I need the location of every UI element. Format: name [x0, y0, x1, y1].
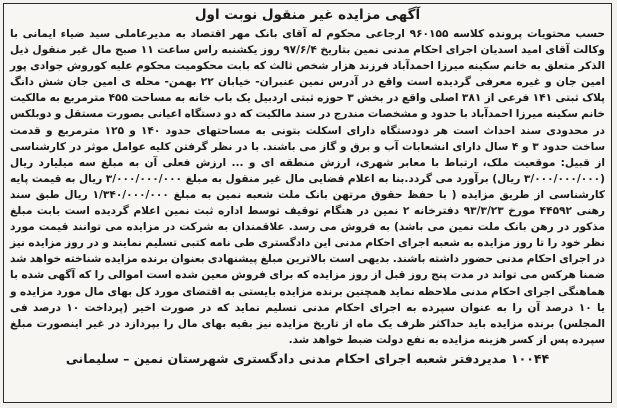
notice-title: آگهی مزایده غیر منقول نوبت اول: [194, 7, 421, 23]
notice-signature: ۱۰۰۴۴ مدیردفتر شعبه اجرای احکام مدنی دادگستری شهرستان نمین – سلیمانی: [65, 350, 550, 366]
auction-notice: [3, 3, 612, 403]
notice-body: حسب محتویات پرونده کلاسه ۹۶۰۱۵۵ ارجاعی محکوم له آقای بانک مهر اقتصاد به مدیرعاملی سید ضیاء ایمانی با وکالت آقای امید اسدیان اجرای احکام مدنی نمین بتاریخ ۹۷/۶/۴ روز یکشنبه راس ساعت ۱۱ صبح مال غیر منقول ذیل الذکر متعلق به خانم سکینه میرزا احمدآباد فرزند هزار شخص ثالث که بابت محکومیت محکوم علیه کوروش جوادی پور امین جان و غیره معرفی گردیده است واقع در آدرس نمین عنبران- خیابان ۲۲ بهمن- محله ی امین جان شش دانگ پلاک ثبتی ۱۴۱ فرعی از ۳۸۱ اصلی واقع در بخش ۳ حوزه ثبتی اردبیل یک باب خانه به مساحت ۴۵۵ مترمربع به مالکیت خانم سکینه میرزا احمدآباد با حدود و مشخصات مندرج در سند مالکیت که دو دستگاه اعیانی بصورت مستقل و دوبلکس در محدودی سند احداث است هر دودستگاه دارای اسکلت بتونی به مساحتهای حدود ۱۴۰ و ۱۲۵ مترمربع و قدمت ساخت حدود ۳ و ۴ سال دارای انشعابات آب و برق و گاز می باشند. با در نظر گرفتن کلیه عوامل موثر در کارشناسی از قبیل: موقعیت ملک، ارتباط با معابر شهری، ارزش منطقه ای و ... ارزش فعلی آن به مبلغ سه میلیارد ریال (۳/۰۰۰/۰۰۰/۰۰۰ ریال) برآورد می گردد.بنا به اعلام قضایی مال غیر منقول به مبلغ ۳/۰۰۰/۰۰۰/۰۰۰ ریال به قیمت پایه کارشناسی از طریق مزایده ( با حفظ حقوق مرتهن بانک ملت شعبه نمین به مبلغ ۱/۳۴۰/۰۰۰/۰۰۰ ریال طبق سند رهنی ۴۴۵۹۲ مورخ ۹۳/۳/۲۳ دفترخانه ۲ نمین در هنگام توقیف توسط اداره ثبت نمین اعلام گردیده است بابت مبلغ مذکور در رهن بانک ملت نمین می باشد) به فروش می رسد. علاقمندان به شرکت در مزایده می توانند قیمت مورد نظر خود را تا روز مزایده به شعبه اجرای احکام مدنی این دادگستری طی نامه کتبی تسلیم نمایند و در روز مزایده نیز در اجرای احکام مدنی حضور داشته باشند. بدیهی است بالاترین مبلغ پیشنهادی بعنوان برنده مزایده شناخته خواهد شد ضمنا هرکس می تواند در مدت پنج روز قبل از روز مزایده که برای فروش معین شده است اموالی را که آگهی شده با هماهنگی اجرای احکام مدنی ملاحظه نماید همچنین برنده مزایده بایستی به اقتضای مورد کل بهای مال مورد مزایده و یا ۱۰ درصد آن را به عنوان سپرده به اجرای احکام مدنی تسلیم نماید که در صورت اخیر (پرداخت ۱۰ درصد فی المجلس) برنده مزایده باید حداکثر ظرف یک ماه از تاریخ مزایده نیز بقیه بهای مال را بپردازد در غیر اینصورت مبلغ سپرده پس از کسر هزینه مزایده به نفع دولت ضبط خواهد شد.: [10, 28, 606, 346]
